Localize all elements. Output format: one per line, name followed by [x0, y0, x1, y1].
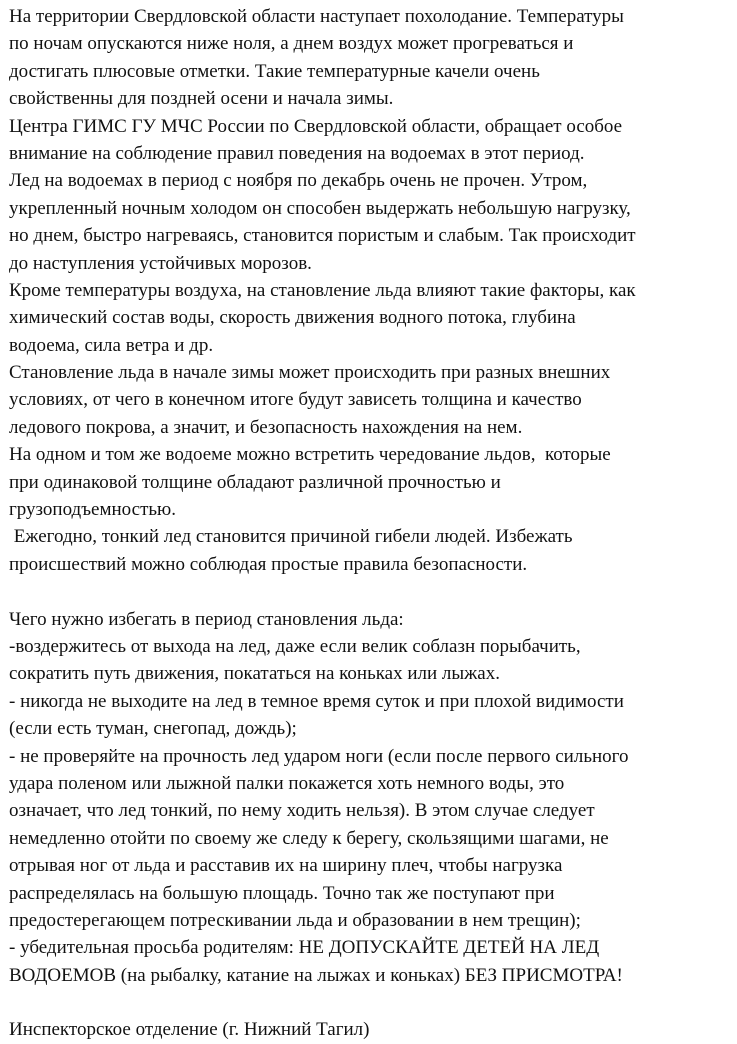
- document-body: [9, 3, 731, 1044]
- text-line: укрепленный ночным холодом он способен выдержать небольшую нагрузку,: [9, 197, 631, 219]
- text-line: удара поленом или лыжной палки покажется хоть немного воды, это: [9, 772, 565, 794]
- text-line: свойственны для поздней осени и начала зимы.: [9, 88, 394, 110]
- text-line: Ежегодно, тонкий лед становится причиной гибели людей. Избежать: [9, 526, 573, 548]
- text-line: (если есть туман, снегопад, дождь);: [9, 718, 297, 740]
- text-line: распределялась на большую площадь. Точно так же поступают при: [9, 882, 555, 904]
- text-line: Чего нужно избегать в период становления льда:: [9, 608, 404, 630]
- blank-line: [9, 578, 731, 605]
- text-line: но днем, быстро нагреваясь, становится пористым и слабым. Так происходит: [9, 225, 636, 247]
- text-line: - убедительная просьба родителям: НЕ ДОПУСКАЙТЕ ДЕТЕЙ НА ЛЕД: [9, 937, 600, 959]
- text-line: происшествий можно соблюдая простые правила безопасности.: [9, 553, 528, 575]
- text-line: -воздержитесь от выхода на лед, даже если велик соблазн порыбачить,: [9, 635, 581, 657]
- text-line: Центра ГИМС ГУ МЧС России по Свердловской области, обращает особое: [9, 115, 623, 137]
- signature-line: Инспекторское отделение (г. Нижний Тагил): [9, 1019, 370, 1041]
- text-line: ледового покрова, а значит, и безопасность нахождения на нем.: [9, 416, 523, 438]
- text-line: отрывая ног от льда и расставив их на ширину плеч, чтобы нагрузка: [9, 855, 563, 877]
- text-line: предостерегающем потрескивании льда и образовании в нем трещин);: [9, 909, 581, 931]
- text-line: Становление льда в начале зимы может происходить при разных внешних: [9, 362, 611, 384]
- text-line: - не проверяйте на прочность лед ударом ноги (если после первого сильного: [9, 745, 629, 767]
- text-line: достигать плюсовые отметки. Такие температурные качели очень: [9, 60, 540, 82]
- text-line: Кроме температуры воздуха, на становление льда влияют такие факторы, как: [9, 279, 636, 301]
- blank-line: [9, 989, 731, 1016]
- text-line: немедленно отойти по своему же следу к берегу, скользящими шагами, не: [9, 827, 609, 849]
- text-line: означает, что лед тонкий, по нему ходить нельзя). В этом случае следует: [9, 800, 595, 822]
- text-line: водоема, сила ветра и др.: [9, 334, 214, 356]
- text-line: до наступления устойчивых морозов.: [9, 252, 312, 274]
- text-line: химический состав воды, скорость движения водного потока, глубина: [9, 307, 576, 329]
- text-line: внимание на соблюдение правил поведения на водоемах в этот период.: [9, 142, 585, 164]
- text-line: условиях, от чего в конечном итоге будут зависеть толщина и качество: [9, 389, 582, 411]
- text-line: Лед на водоемах в период с ноября по декабрь очень не прочен. Утром,: [9, 170, 588, 192]
- text-line: На одном и том же водоеме можно встретить чередование льдов, которые: [9, 444, 611, 466]
- text-line: сократить путь движения, покататься на коньках или лыжах.: [9, 663, 500, 685]
- text-line: ВОДОЕМОВ (на рыбалку, катание на лыжах и коньках) БЕЗ ПРИСМОТРА!: [9, 964, 623, 986]
- text-line: при одинаковой толщине обладают различной прочностью и: [9, 471, 501, 493]
- text-line: На территории Свердловской области наступает похолодание. Температуры: [9, 6, 624, 27]
- text-line: по ночам опускаются ниже ноля, а днем воздух может прогреваться и: [9, 33, 574, 55]
- text-line: - никогда не выходите на лед в темное время суток и при плохой видимости: [9, 690, 624, 712]
- text-line: грузоподъемностью.: [9, 499, 176, 521]
